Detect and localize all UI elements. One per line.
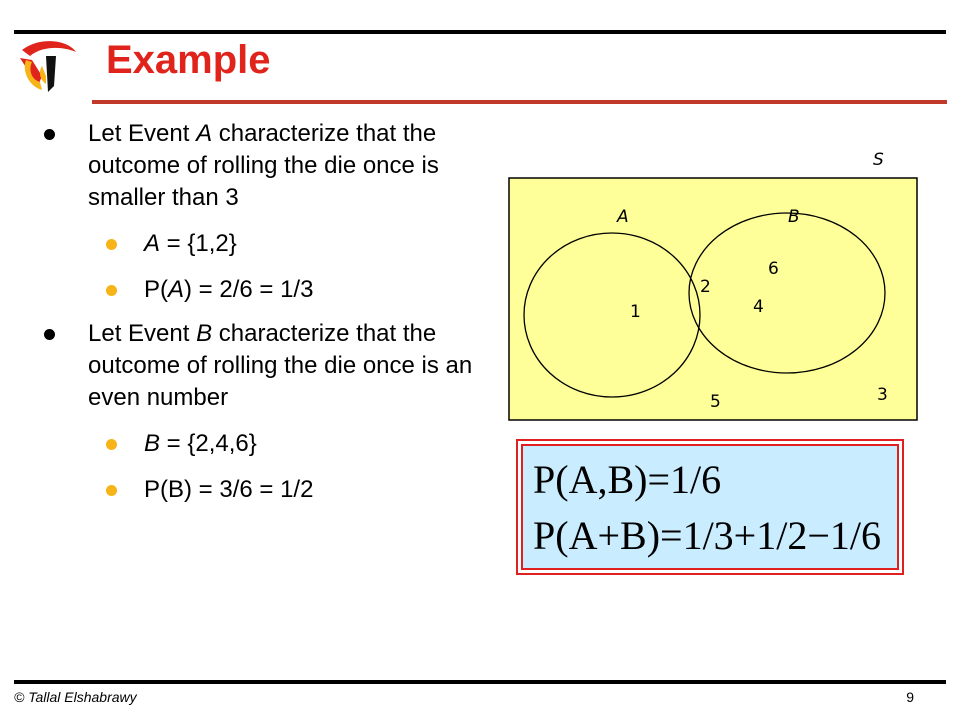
bullet-dot-icon bbox=[44, 329, 55, 340]
sub-bullet-prob-a: P(A) = 2/6 = 1/3 bbox=[44, 274, 484, 306]
bottom-rule bbox=[14, 680, 946, 684]
sub-bullet-dot-icon bbox=[106, 485, 117, 496]
bullet-dot-icon bbox=[44, 129, 55, 140]
university-logo-icon bbox=[12, 36, 80, 96]
sub-bullet-dot-icon bbox=[106, 239, 117, 250]
element-4: 4 bbox=[753, 297, 764, 317]
footer-author: © Tallal Elshabrawy bbox=[14, 689, 137, 705]
formula-inner bbox=[521, 444, 899, 570]
bullet-list bbox=[44, 118, 484, 506]
top-rule bbox=[14, 30, 946, 34]
element-3: 3 bbox=[877, 385, 888, 405]
page-number: 9 bbox=[906, 689, 914, 705]
sub-bullet-set-b: B = {2,4,6} bbox=[44, 428, 484, 460]
formula-joint-probability: P(A,B)=1/6 bbox=[533, 457, 722, 502]
venn-diagram bbox=[490, 140, 930, 440]
element-1: 1 bbox=[630, 302, 641, 322]
title-underline bbox=[92, 100, 947, 104]
sub-bullet-set-a: A = {1,2} bbox=[44, 228, 484, 260]
bullet-event-a: Let Event A characterize that the outcome of rolling the die once is smaller than 3 bbox=[44, 118, 484, 214]
sub-bullet-dot-icon bbox=[106, 285, 117, 296]
set-a-label: A bbox=[617, 207, 629, 227]
formula-union-probability: P(A+B)=1/3+1/2−1/6 bbox=[533, 513, 882, 558]
sample-space-rect bbox=[509, 178, 917, 420]
element-6: 6 bbox=[768, 259, 779, 279]
element-5: 5 bbox=[710, 392, 721, 412]
sub-bullet-dot-icon bbox=[106, 439, 117, 450]
sample-space-label: S bbox=[873, 150, 884, 170]
bullet-event-b: Let Event B characterize that the outcome of rolling the die once is an even number bbox=[44, 318, 484, 414]
slide-title: Example bbox=[106, 38, 271, 82]
element-2: 2 bbox=[700, 277, 711, 297]
set-b-label: B bbox=[788, 207, 800, 227]
sub-bullet-prob-b: P(B) = 3/6 = 1/2 bbox=[44, 474, 484, 506]
formula-box bbox=[516, 439, 904, 575]
